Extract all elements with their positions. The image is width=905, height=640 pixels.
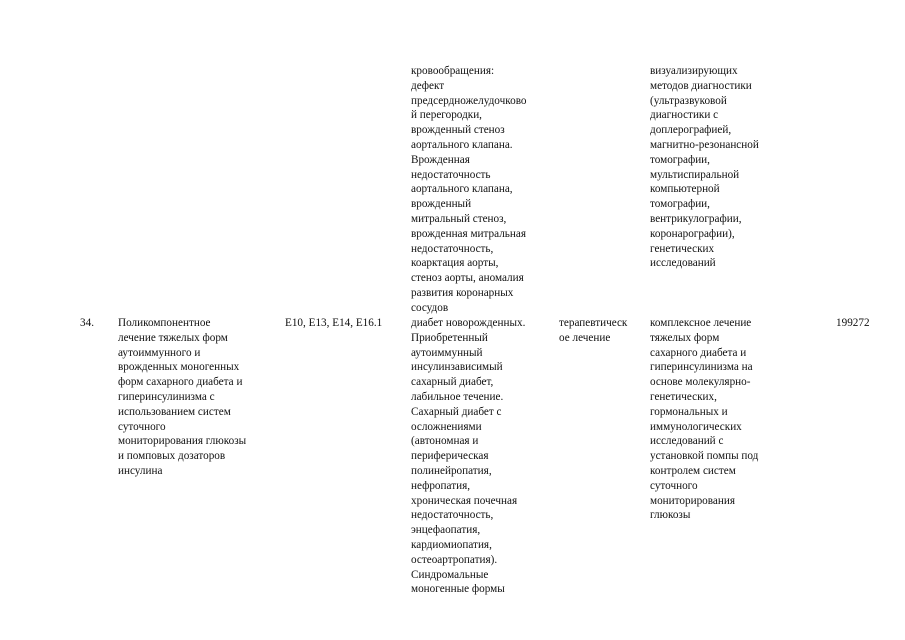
method-cell: комплексное лечение тяжелых форм сахарного диабета и гиперинсулинизма на основе молекулярно- генетических, гормональных и иммунологических исследований с установкой помпы под контролем систем суточного мониторирования глюкозы <box>650 317 759 522</box>
price-cell: 199272 <box>836 317 870 329</box>
method-cell-continued: визуализирующих методов диагностики (ультразвуковой диагностики с доплерографией, магнитно-резонансной томографии, мультиспиральной компьютерной томографии, вентрикулографии, коронарографии), генетических исследований <box>650 65 759 270</box>
care-name-cell: Поликомпонентное лечение тяжелых форм аутоиммунного и врожденных моногенных форм сахарного диабета и гиперинсулинизма с использованием систем суточного мониторирования глюкозы и помповых дозаторов инсулина <box>118 317 247 477</box>
diagnosis-cell-continued: кровообращения: дефект предсердножелудочково й перегородки, врожденный стеноз аортального клапана. Врожденная недостаточность аортального клапана, врожденный митральный стеноз, врожденная митральная недостаточность, коарктация аорты, стеноз аорты, аномалия развития коронарных сосудов <box>411 65 527 314</box>
row-number: 34. <box>80 317 94 329</box>
icd-codes-cell: E10, E13, E14, E16.1 <box>285 317 383 329</box>
diagnosis-cell: диабет новорожденных. Приобретенный аутоиммунный инсулинзависимый сахарный диабет, лабильное течение. Сахарный диабет с осложнениями (автономная и периферическая полинейропатия, нефропатия, хроническая почечная недостаточность, энцефаопатия, кардиомиопатия, остеоартропатия). Синдромальные моногенные формы <box>411 317 526 596</box>
treatment-type-cell: терапевтическ ое лечение <box>559 317 628 344</box>
